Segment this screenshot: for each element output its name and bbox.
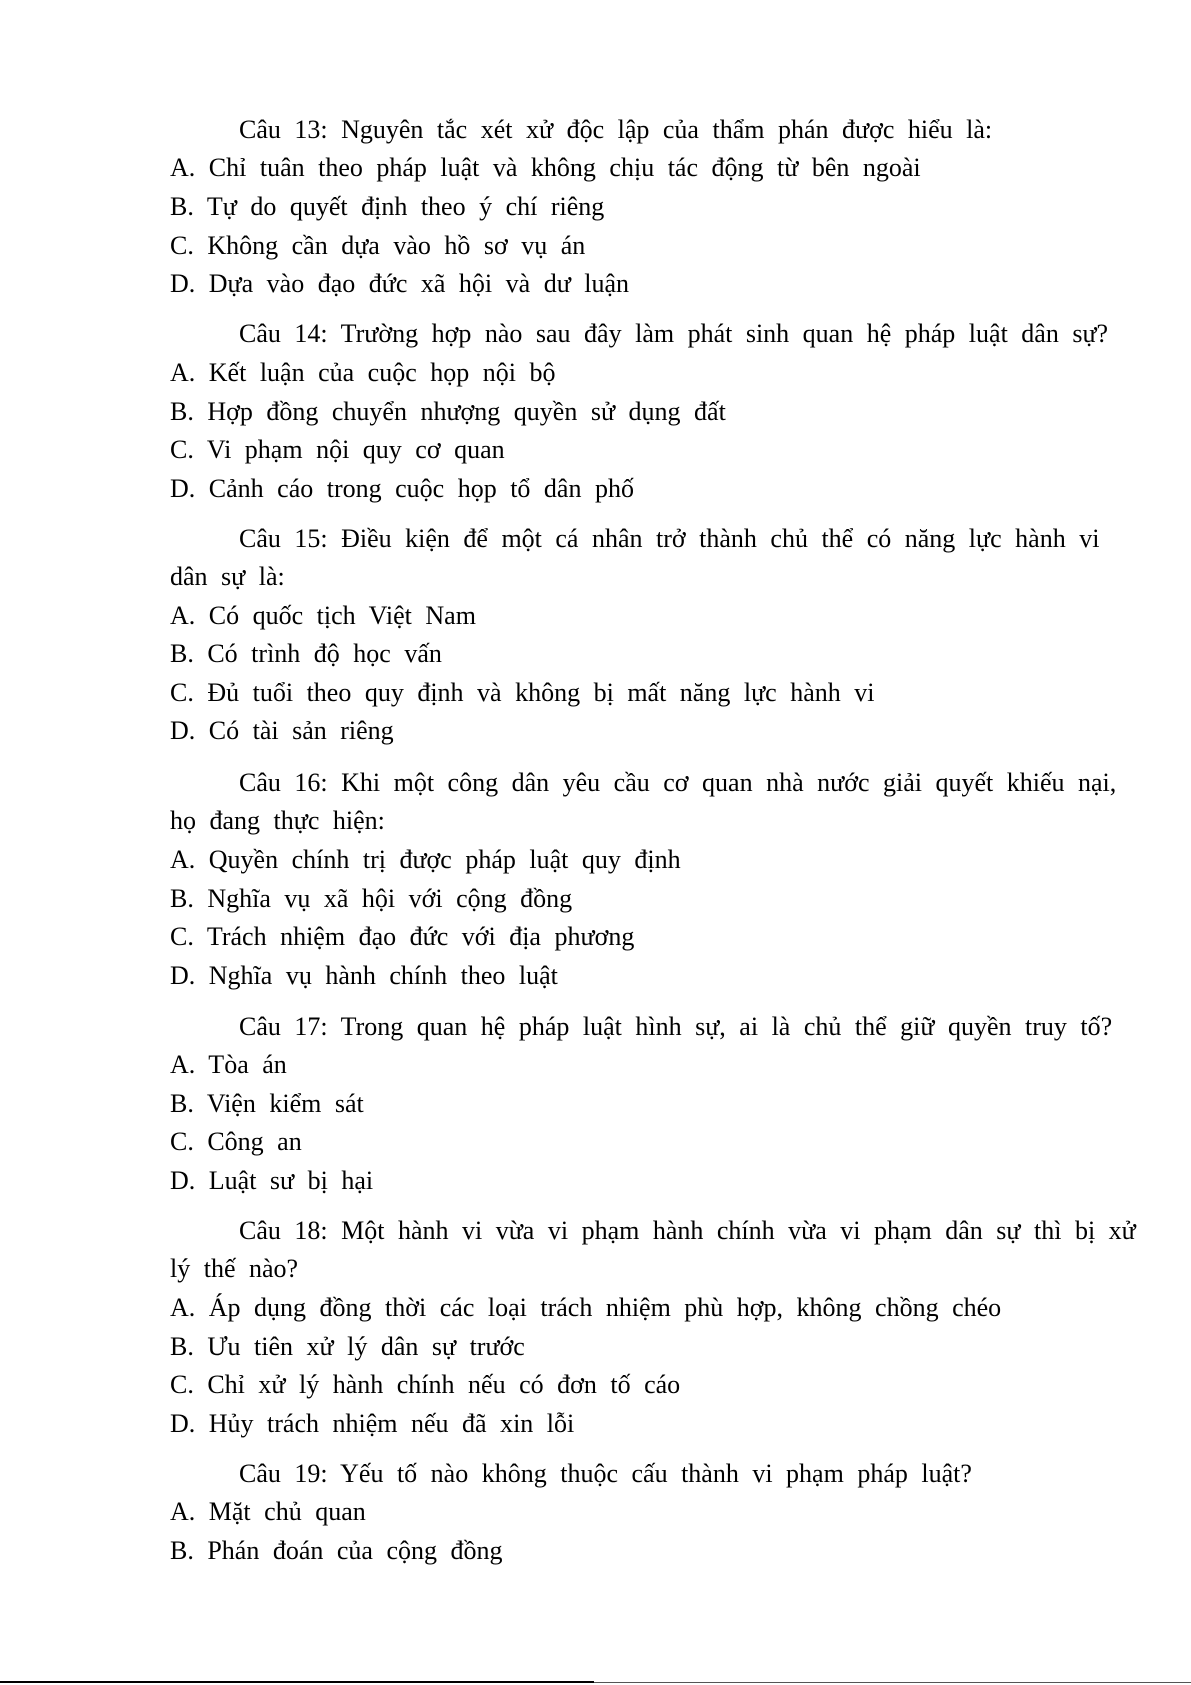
question-15-option-c: C. Đủ tuổi theo quy định và không bị mất năng lực hành vi xyxy=(170,678,875,707)
question-19-option-b: B. Phán đoán của cộng đồng xyxy=(170,1536,503,1565)
question-15-option-b: B. Có trình độ học vấn xyxy=(170,639,442,668)
footer-rule-light xyxy=(594,1682,1191,1683)
question-18-stem: Câu 18: Một hành vi vừa vi phạm hành chính vừa vi phạm dân sự thì bị xử xyxy=(239,1216,1136,1245)
question-14-option-d: D. Cảnh cáo trong cuộc họp tổ dân phố xyxy=(170,474,634,503)
question-16-stem-cont: họ đang thực hiện: xyxy=(170,806,385,835)
question-15-stem: Câu 15: Điều kiện để một cá nhân trở thành chủ thể có năng lực hành vi xyxy=(239,524,1100,553)
question-17-option-d: D. Luật sư bị hại xyxy=(170,1166,374,1195)
question-17-option-b: B. Viện kiểm sát xyxy=(170,1089,364,1118)
question-16-option-c: C. Trách nhiệm đạo đức với địa phương xyxy=(170,922,635,951)
question-16-option-d: D. Nghĩa vụ hành chính theo luật xyxy=(170,961,558,990)
question-19-stem: Câu 19: Yếu tố nào không thuộc cấu thành vi phạm pháp luật? xyxy=(239,1459,972,1488)
question-14-option-c: C. Vi phạm nội quy cơ quan xyxy=(170,435,505,464)
question-19-option-a: A. Mặt chủ quan xyxy=(170,1497,366,1526)
question-15-stem-cont: dân sự là: xyxy=(170,562,285,591)
question-16-option-a: A. Quyền chính trị được pháp luật quy định xyxy=(170,845,681,874)
question-15-option-a: A. Có quốc tịch Việt Nam xyxy=(170,601,476,630)
question-13-option-d: D. Dựa vào đạo đức xã hội và dư luận xyxy=(170,269,630,298)
question-18-option-c: C. Chỉ xử lý hành chính nếu có đơn tố cáo xyxy=(170,1370,681,1399)
question-13-option-c: C. Không cần dựa vào hồ sơ vụ án xyxy=(170,231,586,260)
question-13-stem: Câu 13: Nguyên tắc xét xử độc lập của thẩm phán được hiểu là: xyxy=(239,115,993,144)
question-16-option-b: B. Nghĩa vụ xã hội với cộng đồng xyxy=(170,884,573,913)
question-18-option-a: A. Áp dụng đồng thời các loại trách nhiệm phù hợp, không chồng chéo xyxy=(170,1293,1002,1322)
question-14-stem: Câu 14: Trường hợp nào sau đây làm phát sinh quan hệ pháp luật dân sự? xyxy=(239,319,1109,348)
question-14-option-a: A. Kết luận của cuộc họp nội bộ xyxy=(170,358,556,387)
question-18-option-b: B. Ưu tiên xử lý dân sự trước xyxy=(170,1332,525,1361)
question-15-option-d: D. Có tài sản riêng xyxy=(170,716,394,745)
question-17-stem: Câu 17: Trong quan hệ pháp luật hình sự, ai là chủ thể giữ quyền truy tố? xyxy=(239,1012,1113,1041)
question-13-option-a: A. Chỉ tuân theo pháp luật và không chịu tác động từ bên ngoài xyxy=(170,153,921,182)
question-16-stem: Câu 16: Khi một công dân yêu cầu cơ quan nhà nước giải quyết khiếu nại, xyxy=(239,768,1117,797)
question-13-option-b: B. Tự do quyết định theo ý chí riêng xyxy=(170,192,605,221)
question-14-option-b: B. Hợp đồng chuyển nhượng quyền sử dụng đất xyxy=(170,397,726,426)
question-17-option-c: C. Công an xyxy=(170,1127,302,1156)
footer-rule xyxy=(0,1681,594,1683)
question-18-option-d: D. Hủy trách nhiệm nếu đã xin lỗi xyxy=(170,1409,575,1438)
question-18-stem-cont: lý thế nào? xyxy=(170,1254,299,1283)
question-17-option-a: A. Tòa án xyxy=(170,1050,287,1079)
